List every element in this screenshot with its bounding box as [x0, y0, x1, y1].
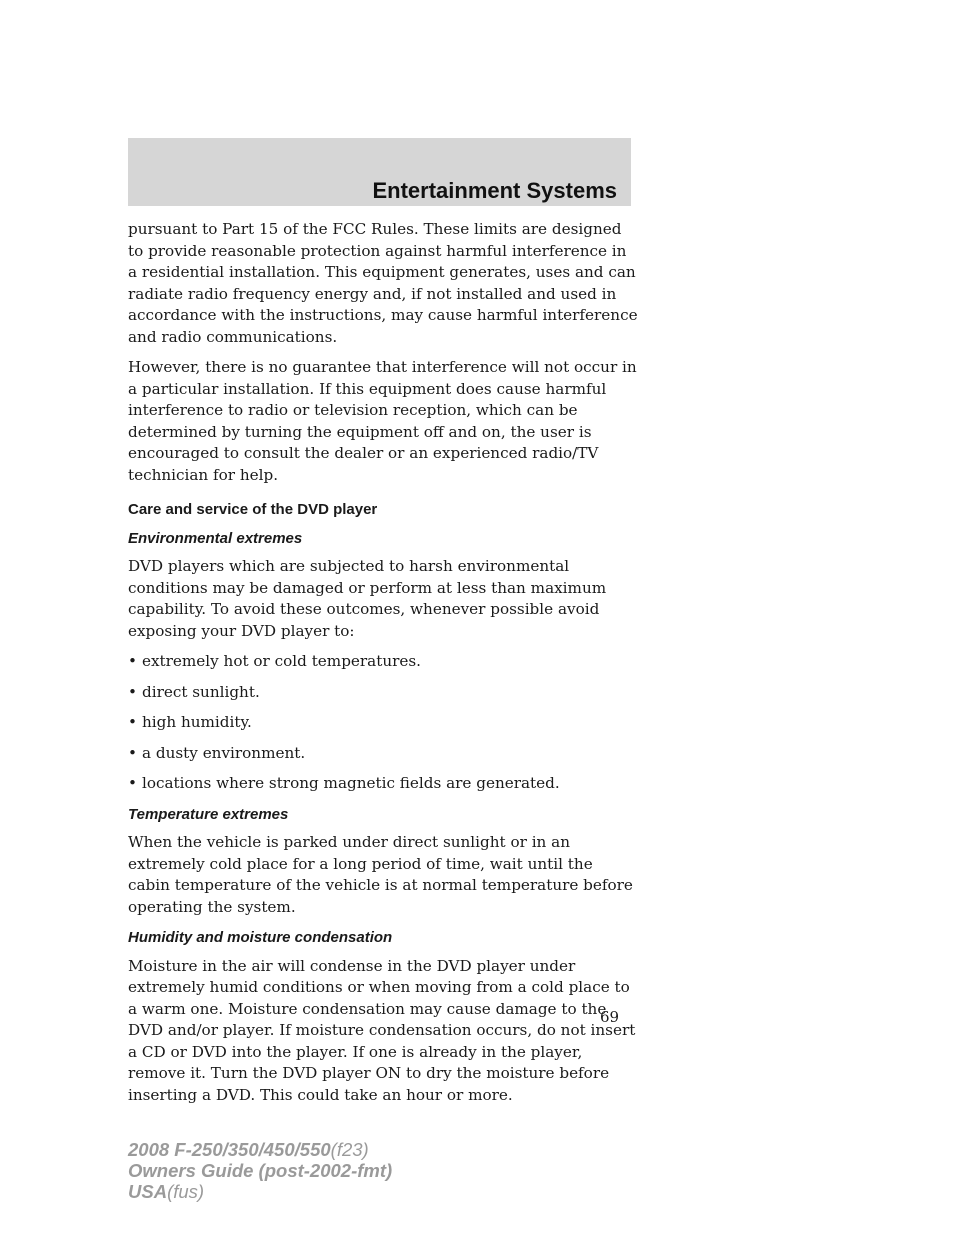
- bullet-icon: •: [128, 652, 137, 670]
- list-item: • a dusty environment.: [128, 743, 638, 765]
- bullet-icon: •: [128, 713, 137, 731]
- bullet-icon: •: [128, 743, 137, 762]
- heading-care-service: Care and service of the DVD player: [128, 501, 378, 518]
- heading-humidity: Humidity and moisture condensation: [128, 929, 393, 946]
- paragraph-temperature: When the vehicle is parked under direct sunlight or in an extremely cold place for a long period of time, wait until the cabin temperature of the vehicle is at normal temperature before operating the system.: [128, 833, 633, 916]
- list-item: • high humidity.: [128, 712, 638, 734]
- paragraph-interference: However, there is no guarantee that interference will not occur in a particular installation. If this equipment does cause harmful interference to radio or television reception, which can be determined by turning the equipment off and on, the user is encouraged to consult the dealer or an experienced radio/TV technician for help.: [128, 358, 637, 484]
- paragraph-fcc-limits: pursuant to Part 15 of the FCC Rules. These limits are designed to provide reasonable protection against harmful interference in a residential installation. This equipment generates, uses and can radiate radio frequency energy and, if not installed and used in accordance with the instructions, may cause harmful interference and radio communications.: [128, 220, 638, 346]
- footer-line-model: 2008 F-250/350/450/550(f23): [128, 1139, 369, 1160]
- paragraph-humidity: Moisture in the air will condense in the DVD player under extremely humid conditions or when moving from a cold place to a warm one. Moisture condensation may cause damage to the DVD and/or player. If moisture condensation occurs, do not insert a CD or DVD into the player. If one is already in the player, remove it. Turn the DVD player ON to dry the moisture before inserting a DVD. This could take an hour or more.: [128, 956, 636, 1104]
- bullet-icon: •: [128, 774, 137, 792]
- page-content: [128, 219, 638, 1115]
- list-item: • direct sunlight.: [128, 682, 638, 704]
- bullet-icon: •: [128, 682, 137, 701]
- heading-temperature: Temperature extremes: [128, 805, 289, 823]
- footer-watermark: [128, 1139, 392, 1202]
- paragraph-environmental: DVD players which are subjected to harsh environmental conditions may be damaged or perform at less than maximum capability. To avoid these outcomes, whenever possible avoid exposing your DVD player to:: [128, 557, 607, 640]
- bullet-list: [128, 651, 638, 795]
- footer-line-market: USA(fus): [128, 1181, 205, 1202]
- list-item: • extremely hot or cold temperatures.: [128, 651, 638, 673]
- page-number: 69: [600, 1008, 620, 1026]
- section-title: Entertainment Systems: [372, 178, 617, 203]
- footer-line-guide: Owners Guide (post-2002-fmt): [128, 1160, 393, 1181]
- section-header-bar: [128, 138, 631, 206]
- heading-environmental: Environmental extremes: [128, 529, 303, 547]
- list-item: • locations where strong magnetic fields are generated.: [128, 773, 638, 795]
